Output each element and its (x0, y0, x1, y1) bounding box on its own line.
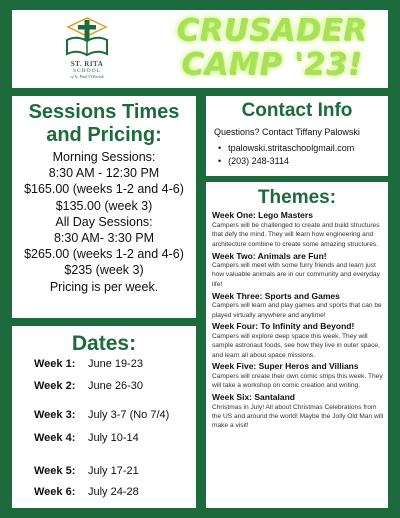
theme-item (206, 210, 388, 249)
date-range: July 17-21 (88, 465, 139, 477)
theme-heading: Week One: Lego Masters (212, 210, 313, 221)
camp-title-line1: CRUSADER (176, 13, 368, 48)
date-row (34, 465, 194, 477)
date-week: Week 1: (34, 358, 76, 370)
date-week: Week 6: (34, 486, 76, 498)
date-range: June 19-23 (88, 358, 144, 370)
theme-item (206, 251, 388, 290)
header-banner (12, 10, 388, 88)
dates-title: Dates: (71, 332, 137, 355)
logo-school-name: ST. RITA (70, 60, 104, 68)
session-line: Morning Sessions: (52, 150, 156, 164)
contact-title: Contact Info (241, 100, 353, 121)
theme-item (206, 291, 388, 320)
theme-item (206, 392, 388, 431)
session-line: 8:30 AM- 3:30 PM (53, 231, 155, 246)
theme-item (206, 321, 388, 360)
date-row (34, 380, 194, 392)
dates-panel (12, 326, 196, 508)
date-range: July 24-28 (88, 486, 139, 498)
theme-heading: Week Two: Animals are Fun! (212, 250, 327, 261)
logo-text (52, 60, 122, 79)
sessions-title (12, 96, 196, 147)
session-line: $135.00 (week 3) (55, 198, 153, 213)
contact-question: Questions? Contact Tiffany Palowski (214, 127, 360, 137)
contact-panel (206, 96, 388, 176)
session-line: Pricing is per week. (49, 279, 159, 294)
session-line: 8:30 AM - 12:30 PM (48, 166, 160, 181)
logo-parish: of St. Paul VI Parish (70, 74, 104, 79)
contact-email[interactable]: • tpalowski.stritaschoolgmail.com (218, 142, 388, 155)
sessions-panel (12, 96, 196, 318)
date-range: July 3-7 (No 7/4) (88, 409, 170, 421)
date-row (34, 409, 194, 421)
theme-description: Campers will meet with some furry friends and learn just how valuable animals are in our community and everyday life! (212, 262, 380, 288)
sessions-title-line1: Sessions Times (28, 101, 180, 123)
date-row (34, 432, 194, 444)
theme-description: Campers will create their own comic strips this week. They will take a workshop on comic creation and writing. (212, 372, 383, 390)
contact-phone[interactable]: • (203) 248-3114 (218, 155, 388, 168)
theme-heading: Week Six: Santaland (212, 392, 295, 403)
date-row (34, 486, 194, 498)
theme-description: Campers will explore deep space this week. They will sample astronaut foods, see how they live in outer space, and learn all about space missions. (212, 332, 380, 359)
session-line: $235 (week 3) (64, 263, 144, 278)
camp-title (162, 14, 382, 82)
themes-panel (206, 182, 388, 508)
date-range: July 10-14 (88, 432, 139, 444)
sessions-title-line2: and Pricing: (46, 124, 162, 146)
date-week: Week 4: (34, 432, 76, 444)
date-row (34, 358, 194, 370)
date-week: Week 3: (34, 409, 76, 421)
theme-item (206, 361, 388, 390)
theme-heading: Week Four: To Infinity and Beyond! (212, 321, 355, 332)
theme-heading: Week Five: Super Heros and Villians (212, 361, 359, 372)
book-cross-icon (64, 16, 110, 60)
theme-description: Campers will be challenged to create and build structures that defy the mind. They will learn how engineering and architecture combine to create some amazing structures. (212, 221, 380, 248)
session-line: $265.00 (weeks 1-2 and 4-6) (24, 247, 184, 262)
contact-list (206, 142, 388, 167)
date-week: Week 5: (34, 465, 76, 477)
school-logo (52, 16, 122, 84)
session-line: $165.00 (weeks 1-2 and 4-6) (24, 182, 184, 197)
themes-title: Themes: (257, 187, 337, 208)
camp-title-line2: CAMP '23! (181, 47, 363, 82)
theme-heading: Week Three: Sports and Games (212, 290, 340, 301)
theme-description: Christmas in July! All about Christmas Celebrations from the US and around the world! Maybe the Jolly Old Man will make a visit! (212, 403, 384, 430)
date-week: Week 2: (34, 380, 76, 392)
logo-school-word: SCHOOL (72, 68, 101, 74)
theme-description: Campers will learn and play games and sports that can be played virtually anywhere and anytime! (212, 302, 382, 319)
date-range: June 26-30 (88, 380, 144, 392)
sessions-list (12, 149, 196, 295)
session-line: All Day Sessions: (55, 214, 153, 229)
